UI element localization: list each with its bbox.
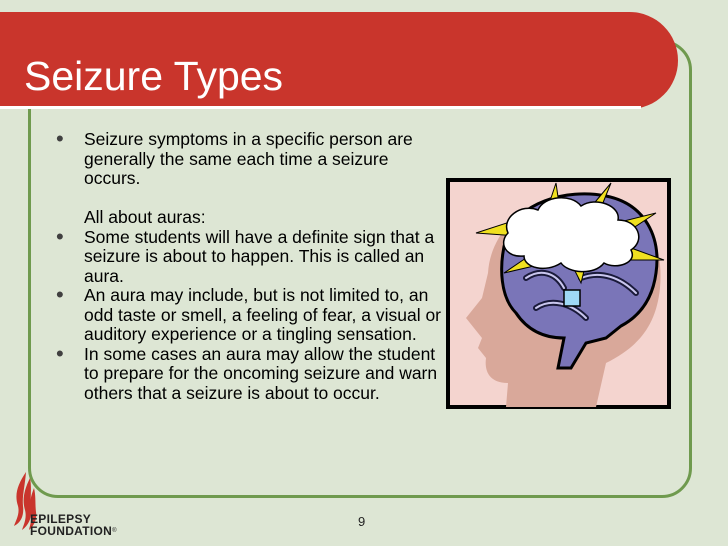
intro-text: Seizure symptoms in a specific person are generally the same each time a seizure occurs. [84,129,413,188]
head-brain-clipart [446,178,671,409]
bullet-item [56,282,444,345]
bullet-dot-icon: • [56,126,64,151]
bullet-text: Some students will have a definite sign that a seizure is about to happen. This is called an aura. [84,226,435,286]
subheading: All about auras: [84,207,206,227]
logo-line1: EPILEPSY [30,512,92,526]
slide-content [56,126,444,403]
page-number: 9 [358,514,366,529]
bullet-dot-icon: • [56,223,64,249]
intro-bullet [56,126,444,189]
title-bar [0,12,678,109]
epilepsy-foundation-logo [30,513,117,537]
bullet-dot-icon: • [56,282,64,307]
bullet-item [56,340,444,404]
registered-mark: ® [112,528,117,534]
bullet-dot-icon: • [56,340,64,366]
bullet-item [56,223,444,287]
title-underline [0,106,641,109]
bullet-text: An aura may include, but is not limited to, an odd taste or smell, a feeling of fear, a visual or auditory experience or a tingling sensation. [84,285,441,344]
logo-line2: FOUNDATION [30,524,113,538]
slide-title: Seizure Types [24,53,284,99]
bullet-text: In some cases an aura may allow the student to prepare for the oncoming seizure and warn others that a seizure is about to occur. [84,343,438,403]
